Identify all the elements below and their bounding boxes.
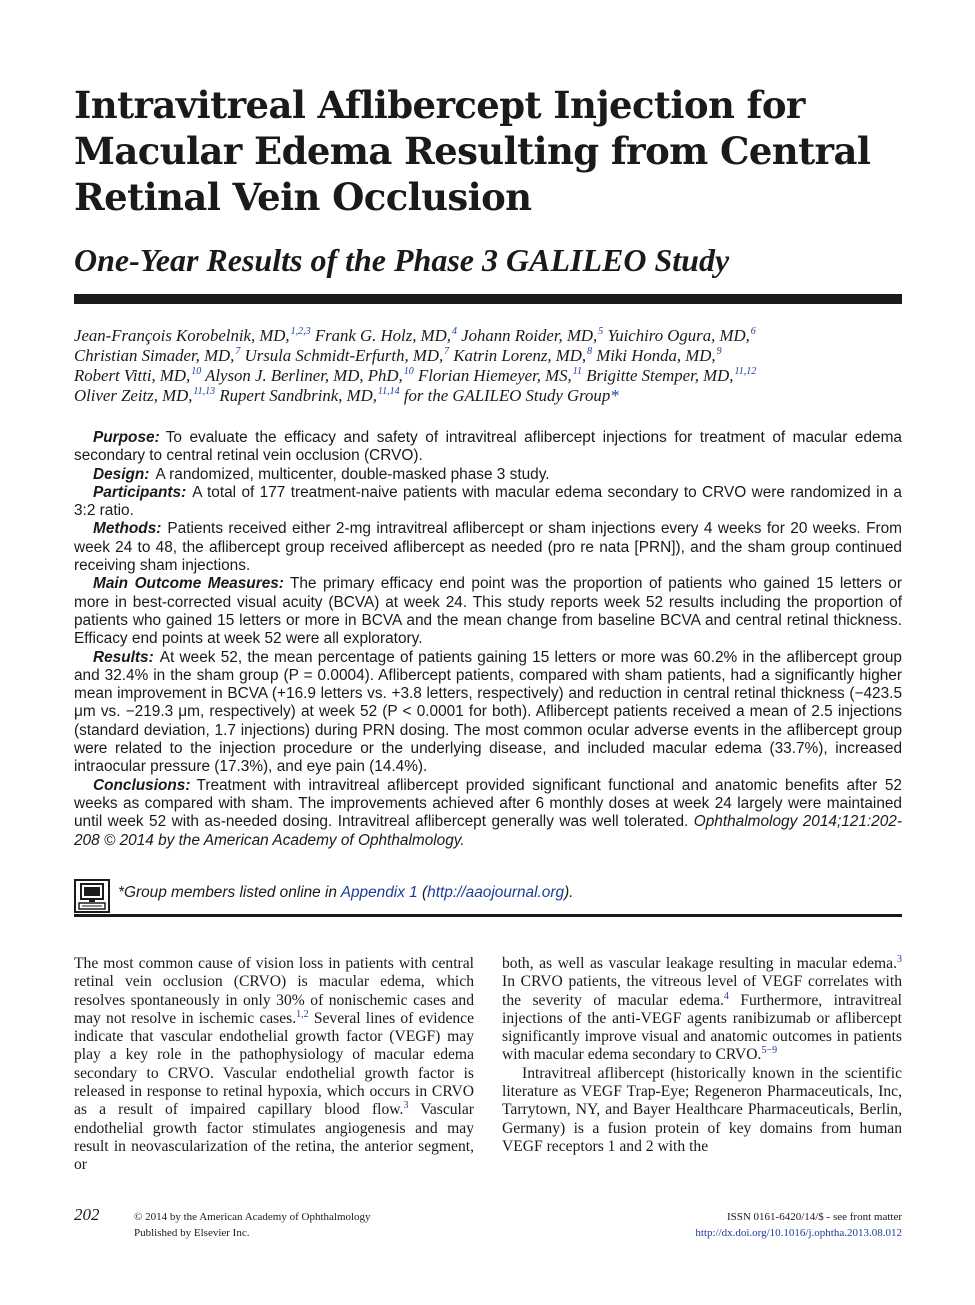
affiliation-ref[interactable]: 1,2,3: [290, 326, 311, 337]
author-name: Frank G. Holz, MD,: [314, 326, 451, 345]
copyright: © 2014 by the American Academy of Ophthalmology: [134, 1211, 371, 1223]
author-name: Ursula Schmidt-Erfurth, MD,: [244, 346, 444, 365]
affiliation-ref[interactable]: 11,14: [377, 386, 400, 397]
section-text: The primary efficacy end point was the proportion of patients who gained 15 letters or more in best-corrected visual acuity (BCVA) at week 24. This study reports week 52 results including the proportion of patients who gained 15 letters or more in BCVA and the mean change from baseline BCVA and central retinal thickness. Efficacy end points at week 52 were all exploratory.: [74, 575, 902, 648]
body-text: Several lines of evidence indicate that vascular endothelial growth factor (VEGF) may play a key role in the pathophysiology of macular edema secondary to CRVO. Vascular endothelial growth factor is released in response to retinal hypoxia, which occurs in CRVO as a result of impaired capillary blood flow.: [74, 1009, 475, 1119]
computer-monitor-icon: [74, 879, 110, 913]
body-paragraph: [502, 955, 902, 1065]
publisher: Published by Elsevier Inc.: [134, 1226, 250, 1239]
section-label: Results:: [93, 648, 154, 666]
study-group: for the GALILEO Study Group: [403, 386, 611, 405]
body-text: both, as well as vascular leakage resulting in macular edema.: [502, 955, 897, 972]
author-name: Brigitte Stemper, MD,: [586, 366, 734, 385]
affiliation-ref[interactable]: 10: [191, 366, 202, 377]
body-column-left: [74, 955, 474, 1175]
section-label: Methods:: [93, 520, 162, 538]
group-note-prefix: *Group members listed online in: [118, 884, 337, 901]
author-name: Oliver Zeitz, MD,: [74, 386, 193, 405]
body-text: The most common cause of vision loss in patients with central retinal vein occlusion (CRVO) is macular edema, which resolves spontaneously in only 30% of nonischemic cases and may not resolve in ischemic cases.: [74, 955, 474, 1027]
reference-link[interactable]: 3: [897, 954, 902, 965]
reference-link[interactable]: 5−9: [761, 1045, 778, 1057]
affiliation-ref[interactable]: 4: [451, 326, 457, 337]
abstract: [74, 429, 902, 850]
abstract-participants: [74, 484, 902, 521]
affiliation-ref[interactable]: 6: [750, 326, 756, 337]
abstract-outcome-measures: [74, 575, 902, 648]
abstract-divider: [74, 914, 902, 917]
journal-citation: Ophthalmology 2014;121:202-208 © 2014 by the American Academy of Ophthalmology.: [74, 813, 902, 849]
body-paragraph: Intravitreal aflibercept (historically known in the scientific literature as VEGF Trap-Eye; Regeneron Pharmaceuticals, Inc, Tarrytown, NY, and Bayer Healthcare Pharmaceuticals, Berlin, Germany) is a fusion protein of key domains from human VEGF receptors 1 and 2 with the: [502, 1064, 902, 1155]
section-text: A total of 177 treatment-naive patients with macular edema secondary to CRVO were randomized in a 3:2 ratio.: [74, 483, 902, 520]
footer-left: [134, 1210, 371, 1241]
author-name: Jean-François Korobelnik, MD,: [74, 326, 290, 345]
affiliation-ref[interactable]: 11: [572, 366, 582, 377]
footer-right: [695, 1210, 902, 1241]
section-label: Conclusions:: [93, 776, 191, 794]
section-label: Participants:: [93, 483, 187, 501]
group-note-text: [118, 884, 573, 902]
author-list: [74, 326, 904, 406]
abstract-purpose: [74, 429, 902, 466]
section-label: Main Outcome Measures:: [93, 575, 284, 593]
affiliation-ref[interactable]: 9: [716, 346, 722, 357]
author-name: Yuichiro Ogura, MD,: [607, 326, 750, 345]
abstract-methods: [74, 520, 902, 575]
author-line-1: [74, 326, 904, 346]
body-column-right: [502, 955, 902, 1156]
affiliation-ref[interactable]: 8: [587, 346, 593, 357]
reference-link[interactable]: 3: [403, 1100, 409, 1112]
body-text: In CRVO patients, the vitreous level of VEGF correlates with the severity of macular edema.: [502, 973, 902, 1009]
section-text: To evaluate the efficacy and safety of intravitreal aflibercept injections for treatment of macular edema secondary to central retinal vein occlusion (CRVO).: [74, 429, 902, 465]
paren-close: ).: [564, 884, 574, 901]
section-text: Patients received either 2-mg intravitreal aflibercept or sham injections every 4 weeks for 20 weeks. From week 24 to 48, the aflibercept group received aflibercept as needed (pro re nata [PRN]), and the sham group continued receiving sham injections.: [74, 520, 902, 575]
author-name: Robert Vitti, MD,: [74, 366, 191, 385]
article-subtitle: One-Year Results of the Phase 3 GALILEO Study: [74, 242, 730, 278]
section-text: At week 52, the mean percentage of patients gaining 15 letters or more was 60.2% in the aflibercept group and 32.4% in the sham group (P = 0.0004). Aflibercept patients, compared with sham patients, had a significantly higher mean improvement in BCVA (+16.9 letters vs. +3.8 letters, respectively) and reduction in central retinal thickness (−423.5 μm vs. −219.3 μm, respectively) at week 52 (P < 0.0001 for both). Aflibercept patients received a mean of 2.5 injections (standard deviation, 1.7 injections) during PRN dosing. The most common ocular adverse events in the aflibercept group were related to the injection procedure or the underlying disease, and included macular edema (33.7%), increased intraocular pressure (17.3%), and eye pain (14.4%).: [74, 648, 902, 776]
author-name: Miki Honda, MD,: [596, 346, 716, 365]
section-label: Design:: [93, 465, 150, 483]
reference-link[interactable]: 1,2: [296, 1008, 309, 1020]
author-line-2: [74, 346, 904, 366]
abstract-design: [74, 466, 902, 484]
group-note: [74, 879, 902, 913]
author-name: Johann Roider, MD,: [461, 326, 598, 345]
page-number: 202: [74, 1205, 100, 1224]
paren-open: (: [422, 884, 428, 901]
group-footnote-mark[interactable]: *: [610, 386, 619, 405]
body-text: Furthermore, intravitreal injections of the anti-VEGF agents ranibizumab or aflibercept significantly improve visual and anatomic outcomes in patients with macular edema secondary to CRVO.: [502, 991, 902, 1064]
affiliation-ref[interactable]: 5: [598, 326, 604, 337]
author-name: Rupert Sandbrink, MD,: [219, 386, 377, 405]
reference-link[interactable]: 4: [723, 990, 729, 1002]
affiliation-ref[interactable]: 11,12: [734, 366, 757, 377]
abstract-conclusions: [74, 777, 902, 850]
affiliation-ref[interactable]: 11,13: [193, 386, 216, 397]
section-label: Purpose:: [93, 429, 160, 446]
author-line-4: [74, 386, 904, 406]
page-footer: [74, 1205, 902, 1245]
author-name: Christian Simader, MD,: [74, 346, 235, 365]
issn: ISSN 0161-6420/14/$ - see front matter: [726, 1211, 902, 1223]
author-name: Alyson J. Berliner, MD, PhD,: [205, 366, 403, 385]
appendix-link[interactable]: Appendix 1: [340, 884, 418, 901]
section-text: Treatment with intravitreal aflibercept provided significant functional and anatomic benefits after 52 weeks as compared with sham. The improvements achieved after 6 monthly doses at week 24 largely were maintained until week 52 with as-needed dosing. Intravitreal aflibercept generally was well tolerated.: [74, 776, 902, 831]
journal-url-link[interactable]: http://aaojournal.org: [427, 884, 565, 901]
affiliation-ref[interactable]: 10: [403, 366, 414, 377]
doi-link[interactable]: http://dx.doi.org/10.1016/j.ophtha.2013.08.012: [695, 1226, 902, 1239]
author-line-3: [74, 366, 904, 386]
article-title: Intravitreal Aflibercept Injection for Macular Edema Resulting from Central Retinal Vein Occlusion: [74, 83, 871, 219]
abstract-results: [74, 649, 902, 777]
author-name: Florian Hiemeyer, MS,: [417, 366, 572, 385]
author-name: Katrin Lorenz, MD,: [453, 346, 587, 365]
body-paragraph: [74, 955, 474, 1175]
title-divider: [74, 294, 902, 304]
affiliation-ref[interactable]: 7: [444, 346, 450, 357]
section-text: A randomized, multicenter, double-masked phase 3 study.: [155, 465, 550, 483]
body-text: Vascular endothelial growth factor stimulates angiogenesis and may result in neovascularization of the retina, the anterior segment, or: [74, 1101, 474, 1174]
affiliation-ref[interactable]: 7: [235, 346, 241, 357]
